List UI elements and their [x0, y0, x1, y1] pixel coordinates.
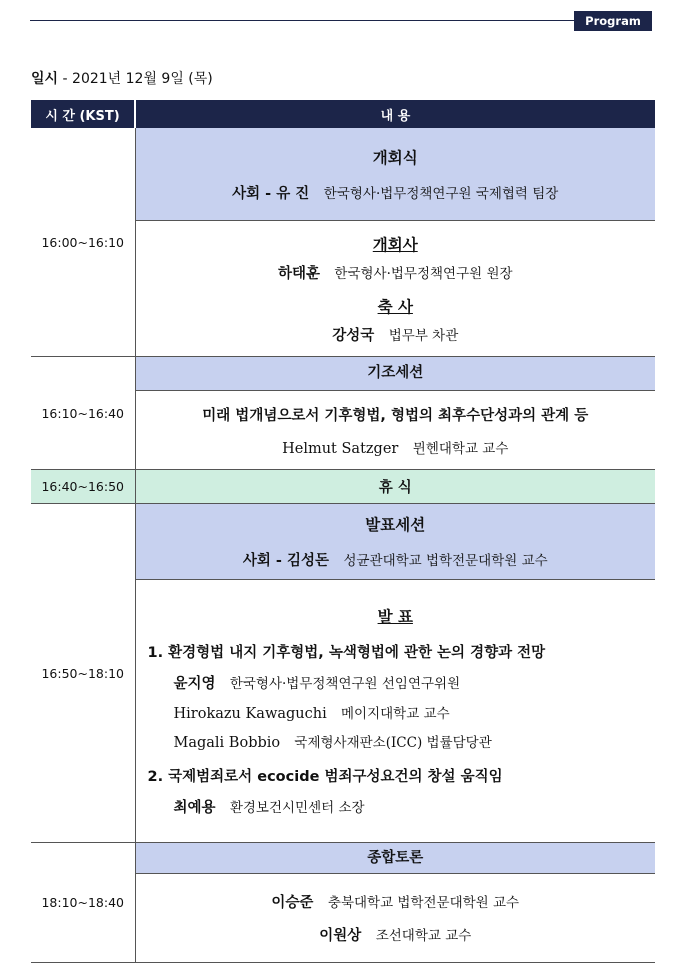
- host-label: 사회 - 유 진: [232, 185, 310, 202]
- col-header-content: 내 용: [135, 100, 655, 128]
- content-cell: [135, 357, 655, 470]
- time-cell: 18:10~18:40: [31, 843, 135, 963]
- host-label: 사회 - 김성돈: [242, 553, 329, 569]
- date-value: 2021년 12월 9일 (목): [72, 71, 213, 87]
- presentation-body: [136, 579, 656, 842]
- date-label: 일시: [31, 71, 59, 87]
- presentation-band: [136, 504, 656, 579]
- presenter-role: 메이지대학교 교수: [341, 706, 450, 722]
- time-cell: 16:50~18:10: [31, 504, 135, 843]
- header-rule: [30, 20, 622, 21]
- section-title: 발 표: [377, 608, 413, 626]
- table-row: [31, 357, 655, 470]
- congrats-name: 강성국: [332, 327, 375, 344]
- program-table: [31, 100, 655, 963]
- time-cell: 16:10~16:40: [31, 357, 135, 470]
- host-role: 성균관대학교 법학전문대학원 교수: [343, 553, 548, 569]
- presenter-name: 최예용: [173, 800, 216, 816]
- table-row: [31, 128, 655, 357]
- presenter-role: 국제형사재판소(ICC) 법률담당관: [294, 735, 492, 751]
- keynote-speaker: Helmut Satzger: [282, 440, 399, 457]
- discussant-name: 이원상: [319, 928, 362, 944]
- content-cell: [135, 128, 655, 357]
- congrats-role: 법무부 차관: [388, 327, 459, 344]
- col-header-time: 시 간 (KST): [31, 100, 135, 128]
- date-dash: -: [62, 71, 68, 87]
- presenter-role: 환경보건시민센터 소장: [229, 800, 365, 816]
- presenter-name: 윤지영: [173, 676, 216, 692]
- band-title: 발표세션: [365, 516, 426, 534]
- keynote-band: 기조세션: [136, 357, 656, 390]
- keynote-speaker-role: 뮌헨대학교 교수: [412, 440, 509, 457]
- discussant-name: 이승준: [271, 895, 314, 911]
- program-badge: Program: [574, 11, 652, 31]
- opening-speeches: [136, 220, 656, 356]
- opening-name: 하태훈: [277, 265, 320, 282]
- discussant-role: 충북대학교 법학전문대학원 교수: [327, 895, 520, 911]
- keynote-body: [136, 390, 656, 469]
- congrats-title: 축 사: [377, 297, 413, 316]
- table-row: [31, 504, 655, 843]
- content-cell: [135, 504, 655, 843]
- table-row: [31, 843, 655, 963]
- discussion-body: [136, 873, 656, 962]
- content-cell: [135, 843, 655, 963]
- presenter-name: Magali Bobbio: [173, 735, 281, 751]
- band-title: 개회식: [372, 148, 418, 167]
- discussion-band: 종합토론: [136, 843, 656, 873]
- opening-band: [136, 128, 656, 220]
- presentation-item-2: 2. 국제범죄로서 ecocide 범죄구성요건의 창설 움직임: [147, 769, 503, 785]
- opening-title: 개회사: [372, 235, 418, 254]
- opening-role: 한국형사·법무정책연구원 원장: [334, 265, 513, 282]
- table-row: [31, 470, 655, 504]
- keynote-topic: 미래 법개념으로서 기후형법, 형법의 최후수단성과의 관계 등: [202, 407, 589, 424]
- presentation-item-1: 1. 환경형법 내지 기후형법, 녹색형법에 관한 논의 경향과 전망: [147, 645, 546, 661]
- time-cell: 16:40~16:50: [31, 470, 135, 504]
- presenter-role: 한국형사·법무정책연구원 선임연구위원: [229, 676, 461, 692]
- time-cell: 16:00~16:10: [31, 128, 135, 357]
- host-role: 한국형사·법무정책연구원 국제협력 팀장: [323, 185, 559, 202]
- break-cell: 휴 식: [135, 470, 655, 504]
- table-header-row: [31, 100, 655, 128]
- presenter-name: Hirokazu Kawaguchi: [173, 706, 327, 722]
- date-line: [31, 68, 213, 88]
- discussant-role: 조선대학교 교수: [375, 928, 472, 944]
